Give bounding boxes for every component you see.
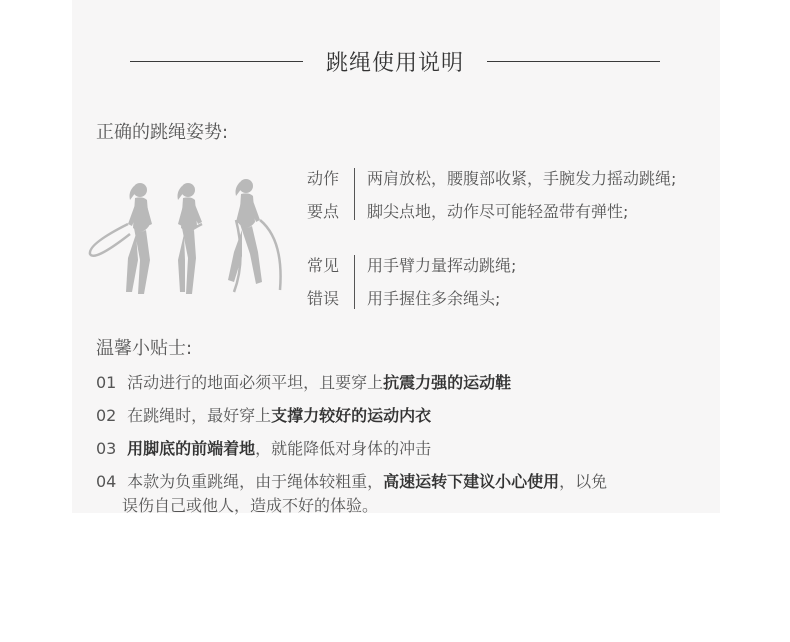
page-title: 跳绳使用说明 — [325, 51, 464, 76]
tip-item-continuation: 误伤自己或他人，造成不好的体验。 — [122, 496, 379, 515]
tip-number: 04 — [96, 472, 117, 491]
tip-text: 在跳绳时，最好穿上 — [127, 406, 272, 425]
tip-emphasis: 抗震力强的运动鞋 — [383, 373, 512, 392]
figure-3 — [228, 179, 262, 284]
tip-emphasis: 用脚底的前端着地 — [127, 439, 256, 458]
tip-text: 活动进行的地面必须平坦，且要穿上 — [127, 373, 384, 392]
tip-emphasis: 支撑力较好的运动内衣 — [271, 406, 432, 425]
posture-key-points — [307, 162, 727, 228]
title-row — [0, 42, 790, 82]
tip-text: 本款为负重跳绳，由于绳体较粗重， — [127, 472, 384, 491]
tip-number: 02 — [96, 406, 117, 425]
title-divider-left — [130, 61, 303, 62]
mistakes-label-line1: 常见 — [307, 256, 340, 275]
posture-heading: 正确的跳绳姿势: — [96, 122, 229, 143]
title-divider-right — [487, 61, 660, 62]
key-points-label-line2: 要点 — [307, 202, 340, 221]
tip-item — [96, 436, 431, 459]
posture-common-mistakes — [307, 249, 727, 315]
tip-item — [96, 469, 607, 492]
tip-number: 03 — [96, 439, 117, 458]
tips-heading: 温馨小贴士: — [96, 338, 193, 359]
tip-text-tail: ，就能降低对身体的冲击 — [255, 439, 432, 458]
tip-emphasis: 高速运转下建议小心使用 — [383, 472, 560, 491]
key-points-divider — [354, 168, 355, 220]
mistakes-text-line2: 用手握住多余绳头; — [367, 289, 501, 308]
jump-rope-figures-illustration — [80, 168, 290, 308]
tip-number: 01 — [96, 373, 117, 392]
mistakes-label-line2: 错误 — [307, 289, 340, 308]
tip-item — [96, 403, 431, 426]
tip-item — [96, 370, 511, 393]
figure-2 — [178, 183, 203, 294]
key-points-text-line2: 脚尖点地，动作尽可能轻盈带有弹性; — [367, 202, 629, 221]
figure-1 — [126, 183, 152, 294]
tip-text-tail: ，以免 — [559, 472, 608, 491]
mistakes-text-line1: 用手臂力量挥动跳绳; — [367, 256, 517, 275]
key-points-text-line1: 两肩放松，腰腹部收紧，手腕发力摇动跳绳; — [367, 169, 677, 188]
mistakes-divider — [354, 255, 355, 309]
key-points-label-line1: 动作 — [307, 169, 340, 188]
